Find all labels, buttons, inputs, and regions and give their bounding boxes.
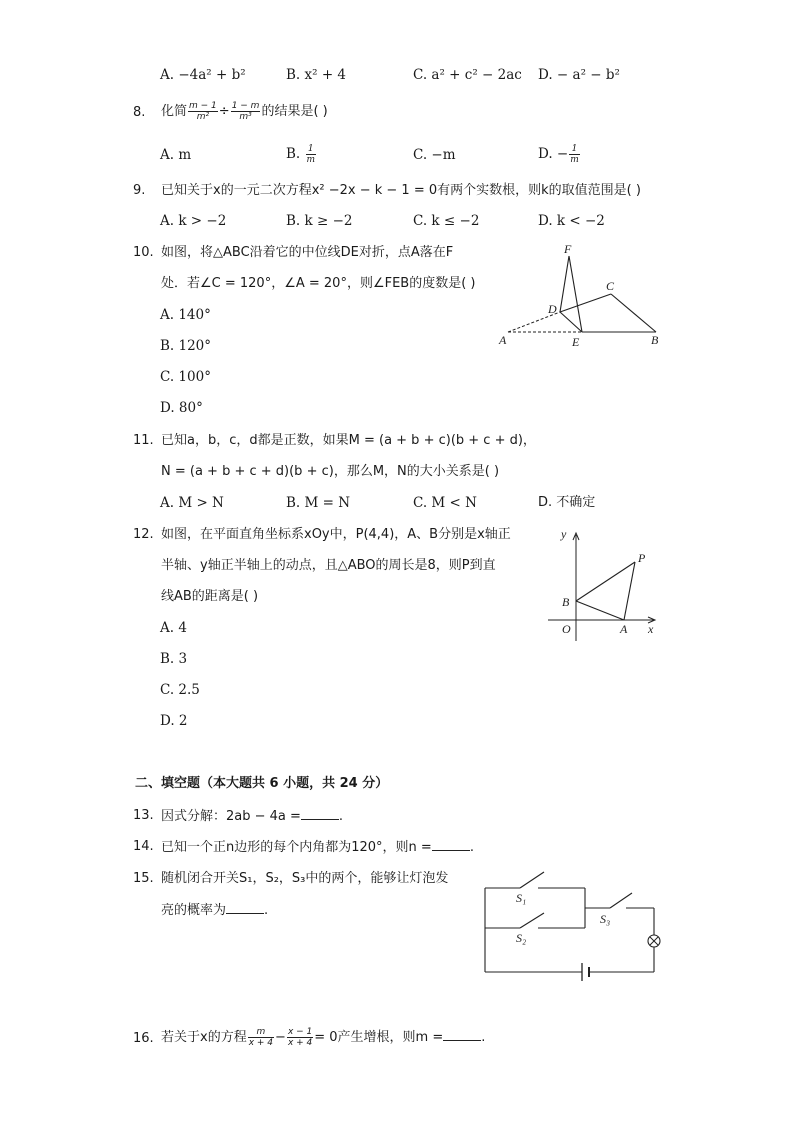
- q13-number: 13.: [133, 808, 154, 823]
- q9-option-b: B. k ≥ −2: [286, 213, 353, 229]
- q14-end: .: [469, 840, 474, 855]
- q8-option-b-num: 1: [306, 144, 317, 155]
- q10-label-d: D: [548, 302, 557, 316]
- q9-option-c: C. k ≤ −2: [413, 213, 480, 229]
- q12-number: 12.: [133, 527, 154, 542]
- q10-line1: 如图，将△ABC沿着它的中位线DE对折，点A落在F: [161, 245, 454, 260]
- q8-option-b: [286, 140, 317, 168]
- q8-stem-a: 化简: [161, 104, 188, 119]
- q10-label-a: A: [499, 333, 507, 347]
- q8-option-d: [538, 140, 581, 168]
- q13-end: .: [338, 809, 344, 824]
- q10-number: 10.: [133, 245, 154, 260]
- q8-option-b-den: m: [306, 155, 316, 165]
- q12-option-b: B. 3: [160, 651, 188, 667]
- q16-stem-b: = 0产生增根，则m =: [314, 1030, 444, 1045]
- q16-stem-a: 若关于x的方程: [161, 1030, 247, 1045]
- q16-stem: [161, 1024, 485, 1052]
- q16-blank[interactable]: [443, 1028, 481, 1041]
- q15-line1: 随机闭合开关S₁，S₂，S₃中的两个，能够让灯泡发: [161, 871, 449, 886]
- q13-stem: [161, 807, 343, 826]
- q13-stem-text: 因式分解：2ab − 4a =: [161, 809, 301, 824]
- q12-label-o: O: [562, 622, 571, 636]
- q9-number: 9.: [133, 183, 146, 198]
- q15-line2-text: 亮的概率为: [161, 903, 227, 918]
- q10-option-b: B. 120°: [160, 338, 212, 354]
- q8-number: 8.: [133, 105, 146, 120]
- q8-option-d-num: 1: [569, 144, 580, 155]
- q7-option-c: C. a² + c² − 2ac: [413, 67, 522, 83]
- q12-option-d: D. 2: [160, 713, 188, 729]
- q12-option-c: C. 2.5: [160, 682, 200, 698]
- q16-frac2-num: x − 1: [287, 1027, 313, 1037]
- q15-label-s2: S₂: [516, 931, 527, 945]
- q8-option-d-den: m: [570, 155, 579, 165]
- q14-number: 14.: [133, 839, 154, 854]
- q7-option-b: B. x² + 4: [286, 67, 347, 83]
- q15-number: 15.: [133, 871, 154, 886]
- q16-frac2: [287, 1027, 313, 1048]
- q16-op: −: [275, 1030, 286, 1045]
- q10-option-c: C. 100°: [160, 369, 211, 385]
- q10-label-f: F: [564, 242, 572, 256]
- q15-blank[interactable]: [226, 901, 264, 914]
- q12-coordinate-figure: [544, 525, 664, 650]
- q10-option-a: A. 140°: [160, 307, 211, 323]
- q11-option-d: D. 不确定: [538, 495, 596, 510]
- q8-op: ÷: [218, 104, 230, 119]
- q11-number: 11.: [133, 433, 154, 448]
- q12-line3: 线AB的距离是( ): [161, 589, 259, 604]
- q16-frac1-den: x + 4: [248, 1038, 274, 1048]
- q14-blank[interactable]: [432, 838, 470, 851]
- q8-stem: [161, 98, 328, 126]
- q10-label-c: C: [606, 279, 615, 293]
- q8-option-d-label: D. −: [538, 146, 569, 162]
- q15-circuit-figure: [478, 860, 668, 990]
- q12-line2: 半轴、y轴正半轴上的动点，且△ABO的周长是8，则P到直: [161, 558, 496, 573]
- section-title-fill-in: 二、填空题（本大题共 6 小题，共 24 分）: [135, 776, 389, 791]
- q11-option-b: B. M = N: [286, 495, 351, 511]
- q12-label-y: y: [561, 527, 567, 541]
- q16-frac1: [248, 1027, 274, 1048]
- q11-line2: N = (a + b + c + d)(b + c)，那么M，N的大小关系是( ): [161, 464, 500, 479]
- q16-number: 16.: [133, 1031, 154, 1046]
- q10-option-d: D. 80°: [160, 400, 203, 416]
- q8-stem-b: 的结果是( ): [261, 104, 328, 119]
- q8-option-b-label: B.: [286, 146, 301, 162]
- q12-label-a: A: [620, 622, 628, 636]
- q7-option-d: D. − a² − b²: [538, 67, 620, 83]
- q8-frac2-num: 1 − m: [231, 101, 260, 111]
- q9-option-a: A. k > −2: [160, 213, 227, 229]
- q14-stem: [161, 838, 474, 857]
- q12-label-b: B: [562, 595, 570, 609]
- q10-triangle-figure: [490, 238, 670, 350]
- q16-end: .: [481, 1030, 486, 1045]
- q12-option-a: A. 4: [160, 620, 187, 636]
- q8-option-b-frac: [306, 144, 317, 165]
- q15-end: .: [264, 903, 269, 918]
- q8-option-a: A. m: [160, 147, 192, 163]
- q8-frac1: [188, 101, 218, 122]
- q16-frac1-num: m: [248, 1027, 274, 1038]
- q10-label-b: B: [651, 333, 659, 347]
- q15-label-s1: S₁: [516, 891, 527, 905]
- q15-line2: [161, 901, 268, 920]
- q12-line1: 如图，在平面直角坐标系xOy中，P(4,4)，A、B分别是x轴正: [161, 527, 511, 542]
- q12-label-x: x: [648, 622, 654, 636]
- q11-option-c: C. M < N: [413, 495, 477, 511]
- q11-option-a: A. M > N: [160, 495, 224, 511]
- q16-frac2-den: x + 4: [287, 1038, 313, 1048]
- q9-option-d: D. k < −2: [538, 213, 605, 229]
- q8-frac2-den: m³: [239, 112, 252, 122]
- q10-line2: 处．若∠C = 120°，∠A = 20°，则∠FEB的度数是( ): [161, 276, 476, 291]
- q10-label-e: E: [572, 335, 580, 349]
- q12-label-p: P: [638, 551, 646, 565]
- q8-frac1-den: m²: [196, 112, 210, 122]
- q8-option-c: C. −m: [413, 147, 456, 163]
- q11-line1: 已知a，b，c，d都是正数，如果M = (a + b + c)(b + c + d)，: [161, 433, 536, 448]
- q9-stem: 已知关于x的一元二次方程x² −2x − k − 1 = 0有两个实数根，则k的取值范围是( ): [161, 183, 641, 198]
- q8-frac2: [231, 101, 261, 122]
- q8-frac1-num: m − 1: [189, 101, 217, 111]
- q8-option-d-frac: [569, 144, 580, 165]
- q14-stem-text: 已知一个正n边形的每个内角都为120°，则n =: [161, 840, 432, 855]
- q15-label-s3: S₃: [600, 912, 611, 926]
- q13-blank[interactable]: [301, 807, 339, 820]
- q7-option-a: A. −4a² + b²: [160, 67, 246, 83]
